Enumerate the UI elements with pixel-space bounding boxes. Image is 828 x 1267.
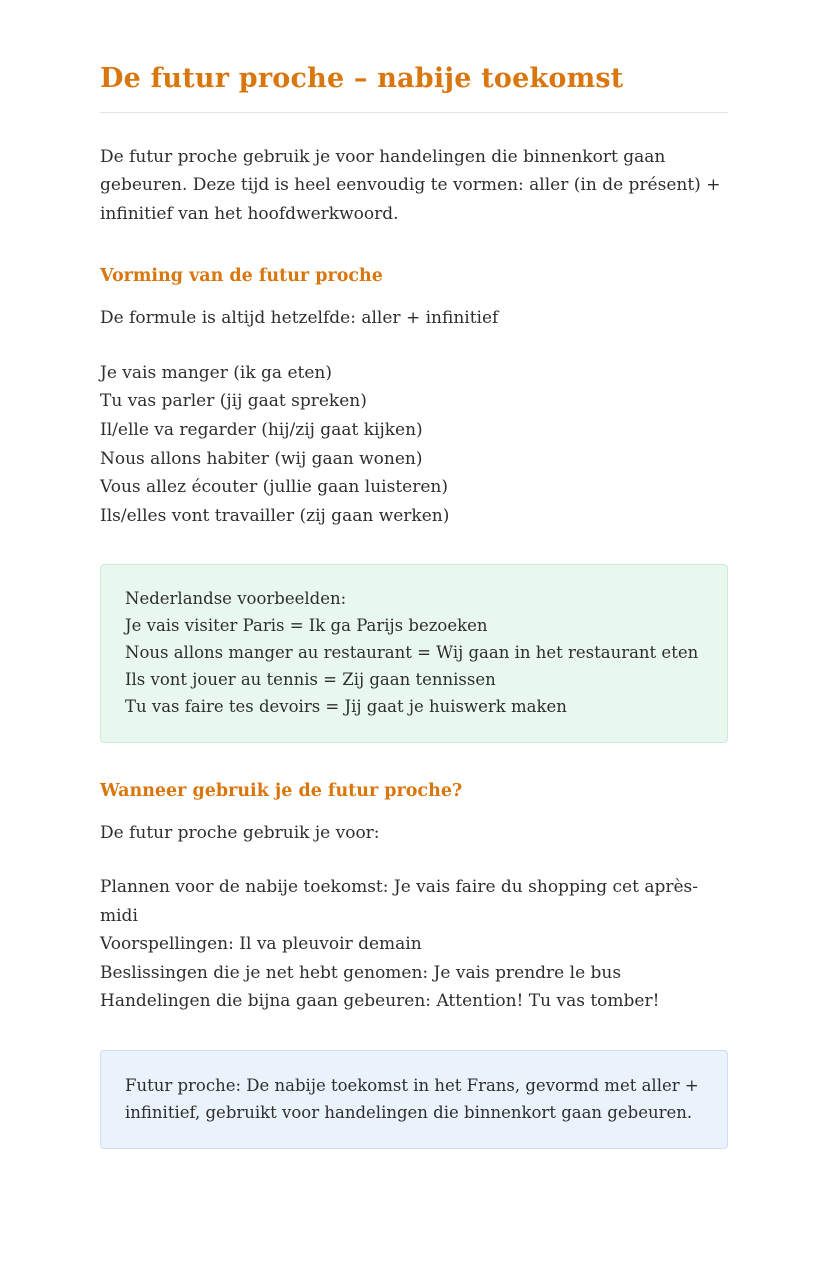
conjugation-line: Nous allons habiter (wij gaan wonen) [100, 448, 423, 469]
section-heading-wanneer: Wanneer gebruik je de futur proche? [100, 780, 463, 801]
example-line: Nous allons manger au restaurant = Wij gaan in het restaurant eten [125, 643, 699, 662]
conjugation-line: Ils/elles vont travailler (zij gaan werken) [100, 505, 450, 526]
section-heading-vorming: Vorming van de futur proche [100, 266, 383, 287]
formula-line: De formule is altijd hetzelfde: aller + infinitief [100, 308, 499, 329]
conjugation-line: Vous allez écouter (jullie gaan luisteren) [100, 477, 448, 498]
usage-line: Handelingen die bijna gaan gebeuren: Attention! Tu vas tomber! [100, 991, 660, 1012]
conjugation-list [100, 359, 728, 530]
dutch-examples-box [100, 564, 728, 742]
examples-box-label: Nederlandse voorbeelden: [125, 589, 347, 609]
example-line: Tu vas faire tes devoirs = Jij gaat je huiswerk maken [125, 696, 567, 716]
page-title: De futur proche – nabije toekomst [100, 63, 624, 94]
title-divider [100, 112, 728, 113]
usage-list [100, 873, 728, 1016]
definition-text: Futur proche: De nabije toekomst in het Frans, gevormd met aller + infinitief, gebruikt voor handelingen die binnenkort gaan gebeuren. [125, 1075, 699, 1123]
document-page [100, 0, 728, 1267]
conjugation-line: Tu vas parler (jij gaat spreken) [100, 391, 367, 412]
definition-box [100, 1050, 728, 1149]
conjugation-line: Il/elle va regarder (hij/zij gaat kijken) [100, 420, 423, 441]
usage-line: Voorspellingen: Il va pleuvoir demain [100, 934, 422, 955]
example-line: Je vais visiter Paris = Ik ga Parijs bezoeken [125, 616, 488, 636]
usage-intro-line: De futur proche gebruik je voor: [100, 822, 380, 843]
usage-line: Beslissingen die je net hebt genomen: Je vais prendre le bus [100, 962, 622, 983]
intro-paragraph: De futur proche gebruik je voor handelingen die binnenkort gaan gebeuren. Deze tijd is heel eenvoudig te vormen: aller (in de présent) + infinitief van het hoofdwerkwoord. [100, 146, 721, 224]
conjugation-line: Je vais manger (ik ga eten) [100, 362, 332, 383]
usage-line: Plannen voor de nabije toekomst: Je vais faire du shopping cet après-midi [100, 877, 698, 926]
example-line: Ils vont jouer au tennis = Zij gaan tennissen [125, 669, 496, 689]
